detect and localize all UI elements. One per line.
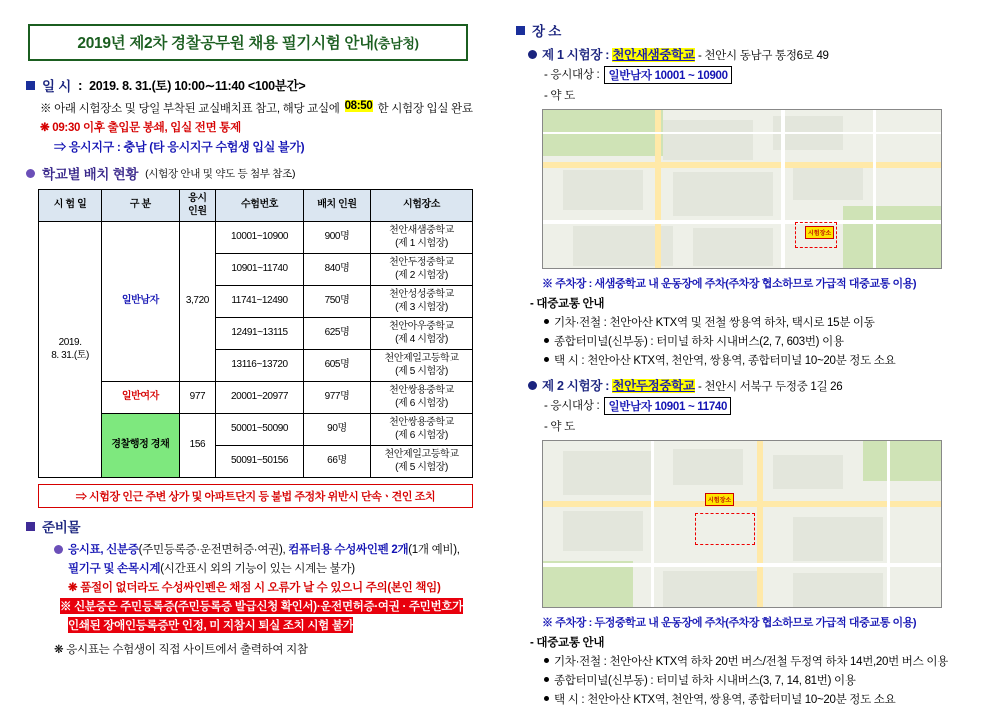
th-venue: 시험장소: [371, 190, 473, 222]
venue1-name: 천안새샘중학교: [612, 48, 695, 62]
note-room-entry: ※ 아래 시험장소 및 당일 부착된 교실배치표 참고, 해당 교실에 08:50 한 시험장 입실 완료: [40, 100, 473, 115]
cell-exam-no: 11741~12490: [216, 286, 304, 318]
venue2-transport-heading: - 대중교통 안내: [530, 637, 605, 649]
assignment-table: [38, 189, 473, 478]
th-assigned: 배치 인원: [303, 190, 370, 222]
cell-venue: 천안쌍용중학교 (제 6 시험장): [371, 382, 473, 414]
cell-venue: 천안제일고등학교 (제 5 시험장): [371, 350, 473, 382]
table-row: [39, 222, 473, 254]
venue1-transport-heading: - 대중교통 안내: [530, 298, 605, 310]
venue2-transport-1: 기차·전철 : 천안아산 KTX역 하차 20번 버스/전철 두정역 하차 14번,20번 버스 이용: [516, 653, 986, 669]
venue2-name: 천안두정중학교: [612, 379, 695, 393]
cell-exam-no: 10001~10900: [216, 222, 304, 254]
cell-assigned: 840명: [303, 254, 370, 286]
circle-bullet-icon: [54, 545, 63, 554]
cell-assigned: 750명: [303, 286, 370, 318]
note-door-close: ❋ 09:30 이후 출입문 봉쇄, 입실 전면 통제: [40, 122, 241, 134]
cell-assigned: 605명: [303, 350, 370, 382]
prepare-note-id-2: 인쇄된 장애인등록증만 인정, 미 지참시 퇴실 조치 시험 불가: [26, 617, 490, 633]
venue2-map-label: - 약 도: [544, 421, 575, 433]
table-header-row: [39, 190, 473, 222]
venue1-map[interactable]: [542, 109, 942, 269]
dot-bullet-icon: [544, 338, 549, 343]
note-district: ⇒ 응시지구 : 충남 (타 응시지구 수험생 입실 불가): [54, 140, 305, 154]
section-prepare-heading: 준비물: [26, 516, 490, 536]
cell-exam-no: 13116~13720: [216, 350, 304, 382]
venue2-transport-3: 택 시 : 천안아산 KTX역, 천안역, 쌍용역, 종합터미널 10~20분 정도 소요: [516, 691, 986, 707]
cell-category-female: 일반여자: [102, 382, 179, 414]
venue1-transport-2: 종합터미널(신부동) : 터미널 하차 시내버스(2, 7, 603번) 이용: [516, 333, 986, 349]
cell-exam-no: 10901~11740: [216, 254, 304, 286]
venue2-map-marker: 시험장소: [705, 493, 734, 506]
venue2-parking-note: ※ 주차장 : 두정중학교 내 운동장에 주차(주차장 협소하므로 가급적 대중교통 이용): [542, 617, 917, 629]
section-assignment-heading: 학교별 배치 현황 (시험장 안내 및 약도 등 첨부 참조): [26, 163, 490, 183]
venue1-target: - 응시대상 : 일반남자 10001 ~ 10900: [516, 66, 986, 84]
cell-exam-no: 20001~20977: [216, 382, 304, 414]
cell-count-female: 977: [179, 382, 216, 414]
square-bullet-icon: [516, 26, 525, 35]
cell-category-special: 경찰행정 경채: [102, 414, 179, 478]
cell-category-male: 일반남자: [102, 222, 179, 382]
dot-bullet-icon: [544, 357, 549, 362]
venue1-map-label: - 약 도: [544, 90, 575, 102]
square-bullet-icon: [26, 522, 35, 531]
cell-venue: 천안두정중학교 (제 2 시험장): [371, 254, 473, 286]
circle-bullet-icon: [528, 50, 537, 59]
prepare-note-pen: ❋ 품절이 없더라도 수성싸인펜은 채점 시 오류가 날 수 있으니 주의(본인 책임): [68, 582, 441, 594]
cell-assigned: 977명: [303, 382, 370, 414]
dot-bullet-icon: [544, 696, 549, 701]
right-column: [500, 0, 1000, 707]
cell-exam-no: 12491~13115: [216, 318, 304, 350]
th-exam-number: 수험번호: [216, 190, 304, 222]
prepare-note-ticket: ❋ 응시표는 수험생이 직접 사이트에서 출력하여 지참: [54, 644, 308, 656]
venue1-transport-1: 기차·전철 : 천안아산 KTX역 및 전철 쌍용역 하차, 택시로 15분 이동: [516, 314, 986, 330]
venue1-map-marker: 시험장소: [805, 226, 834, 239]
cell-count-special: 156: [179, 414, 216, 478]
table-row: [39, 414, 473, 446]
prepare-item-1: 응시표, 신분증(주민등록증·운전면허증·여권), 컴퓨터용 수성싸인펜 2개(1개 예비),: [26, 541, 490, 557]
parking-warning-notice: ⇒ 시험장 인근 주변 상가 및 아파트단지 등 불법 주정차 위반시 단속ㆍ견인 조치: [38, 484, 473, 508]
venue2-transport-2: 종합터미널(신부동) : 터미널 하차 시내버스(3, 7, 14, 81번) 이용: [516, 672, 986, 688]
venue2-heading: 제 2 시험장 : 천안두정중학교 - 천안시 서북구 두정중 1길 26: [516, 376, 986, 394]
circle-bullet-icon: [528, 381, 537, 390]
dot-bullet-icon: [544, 319, 549, 324]
cell-assigned: 90명: [303, 414, 370, 446]
table-row: [39, 382, 473, 414]
cell-assigned: 66명: [303, 446, 370, 478]
venue1-parking-note: ※ 주차장 : 새샘중학교 내 운동장에 주차(주차장 협소하므로 가급적 대중교통 이용): [542, 278, 917, 290]
dot-bullet-icon: [544, 658, 549, 663]
th-exam-date: 시 험 일: [39, 190, 102, 222]
th-category: 구 분: [102, 190, 179, 222]
prepare-item-2: 필기구 및 손목시계(시간표시 외의 기능이 있는 시계는 불가): [68, 563, 355, 575]
section-datetime-heading: 일 시 : 2019. 8. 31.(토) 10:00∼11:40 <100분간>: [26, 75, 490, 95]
venue1-target-value: 일반남자 10001 ~ 10900: [604, 66, 731, 84]
section-place-heading: 장 소: [516, 20, 986, 40]
page-title: 2019년 제2차 경찰공무원 채용 필기시험 안내(충남청): [77, 35, 419, 52]
square-bullet-icon: [26, 81, 35, 90]
cell-venue: 천안제일고등학교 (제 5 시험장): [371, 446, 473, 478]
cell-assigned: 900명: [303, 222, 370, 254]
entry-time-highlight: 08:50: [344, 100, 373, 112]
dot-bullet-icon: [544, 677, 549, 682]
cell-exam-date: 2019. 8. 31.(토): [39, 222, 102, 478]
cell-count-male: 3,720: [179, 222, 216, 382]
circle-bullet-icon: [26, 169, 35, 178]
cell-exam-no: 50001~50090: [216, 414, 304, 446]
cell-venue: 천안아우중학교 (제 4 시험장): [371, 318, 473, 350]
venue1-transport-3: 택 시 : 천안아산 KTX역, 천안역, 쌍용역, 종합터미널 10~20분 정도 소요: [516, 352, 986, 368]
venue2-map[interactable]: [542, 440, 942, 608]
venue2-target: - 응시대상 : 일반남자 10901 ~ 11740: [516, 397, 986, 415]
venue2-target-value: 일반남자 10901 ~ 11740: [604, 397, 731, 415]
cell-venue: 천안쌍용중학교 (제 6 시험장): [371, 414, 473, 446]
th-applicants: 응시 인원: [179, 190, 216, 222]
cell-venue: 천안성성중학교 (제 3 시험장): [371, 286, 473, 318]
venue1-heading: 제 1 시험장 : 천안새샘중학교 - 천안시 동남구 통정6로 49: [516, 45, 986, 63]
cell-assigned: 625명: [303, 318, 370, 350]
prepare-note-id-1: ※ 신분증은 주민등록증(주민등록증 발급신청 확인서)·운전면허증·여권 · 주민번호가: [26, 598, 490, 614]
cell-venue: 천안새샘중학교 (제 1 시험장): [371, 222, 473, 254]
exam-datetime-value: 2019. 8. 31.(토) 10:00∼11:40 <100분간>: [89, 79, 306, 93]
cell-exam-no: 50091~50156: [216, 446, 304, 478]
document-title-banner: [28, 24, 468, 61]
